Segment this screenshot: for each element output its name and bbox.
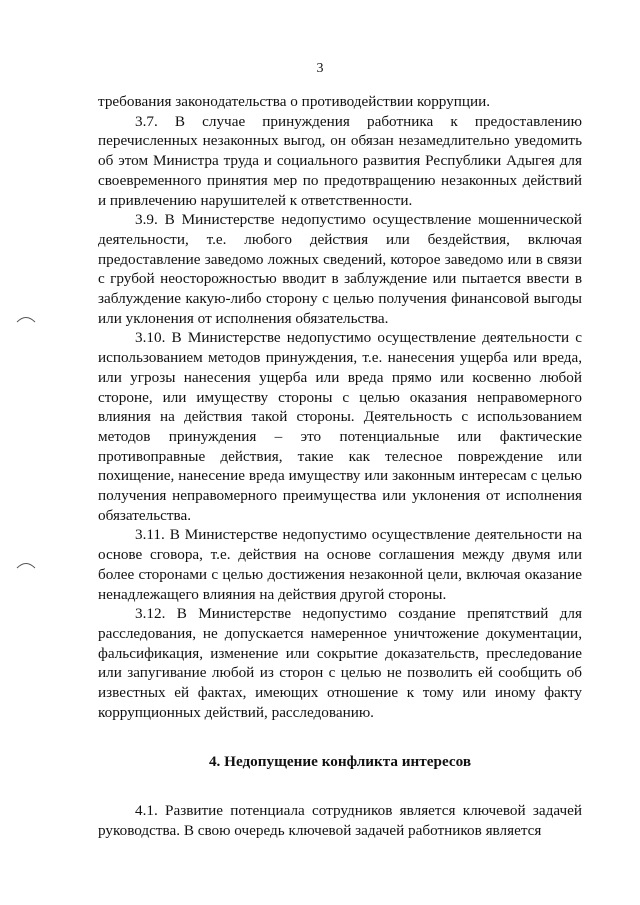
paragraph-4-1: 4.1. Развитие потенциала сотрудников является ключевой задачей руководства. В свою очередь ключевой задачей работников является xyxy=(98,802,582,839)
paragraph-continuation: требования законодательства о противодействии коррупции. xyxy=(98,93,491,110)
document-body xyxy=(98,92,582,841)
paragraph-3-11: 3.11. В Министерстве недопустимо осуществление деятельности на основе сговора, т.е. действия на основе соглашения между двумя или более сторонами с целью достижения незаконной цели, включая оказание ненадлежащего влияния на действия другой стороны. xyxy=(98,526,582,603)
paragraph-3-7: 3.7. В случае принуждения работника к предоставлению перечисленных незаконных выгод, он обязан незамедлительно уведомить об этом Министра труда и социального развития Республики Адыгея для своевременного принятия мер по предотвращению незаконных действий и привлечению нарушителей к ответственности. xyxy=(98,112,582,209)
paragraph-3-12: 3.12. В Министерстве недопустимо создание препятствий для расследования, не допускается намеренное уничтожение документации, фальсификация, изменение или сокрытие доказательств, преследование или запугивание любой из сторон с целью не позволить ей сообщить об известных ей фактах, имеющих отношение к тому или иному факту коррупционных действий, расследованию. xyxy=(98,605,582,721)
paragraph-3-10: 3.10. В Министерстве недопустимо осуществление деятельности с использованием методов принуждения, т.е. нанесения ущерба или вреда, или угрозы нанесения ущерба или вреда прямо или косвенно любой стороне, или имуществу стороны с целью оказания неправомерного влияния на действия такой стороны. Деятельность с использованием методов принуждения – это потенциальные или фактические противоправные действия, такие как телесное повреждение или похищение, нанесение вреда имуществу или законным интересам с целью получения неправомерного преимущества или уклонения от исполнения обязательства. xyxy=(98,329,582,524)
binding-hole-mark xyxy=(16,561,36,569)
binding-hole-mark xyxy=(16,315,36,323)
section-heading: 4. Недопущение конфликта интересов xyxy=(208,752,472,770)
page-number: 3 xyxy=(316,61,324,76)
paragraph-3-9: 3.9. В Министерстве недопустимо осуществление мошеннической деятельности, т.е. любого действия или бездействия, включая предоставление заведомо ложных сведений, которое заведомо или в связи с грубой неосторожностью вводит в заблуждение или пытается ввести в заблуждение какую-либо сторону с целью получения финансовой выгоды или уклонения от исполнения обязательства. xyxy=(98,211,582,327)
